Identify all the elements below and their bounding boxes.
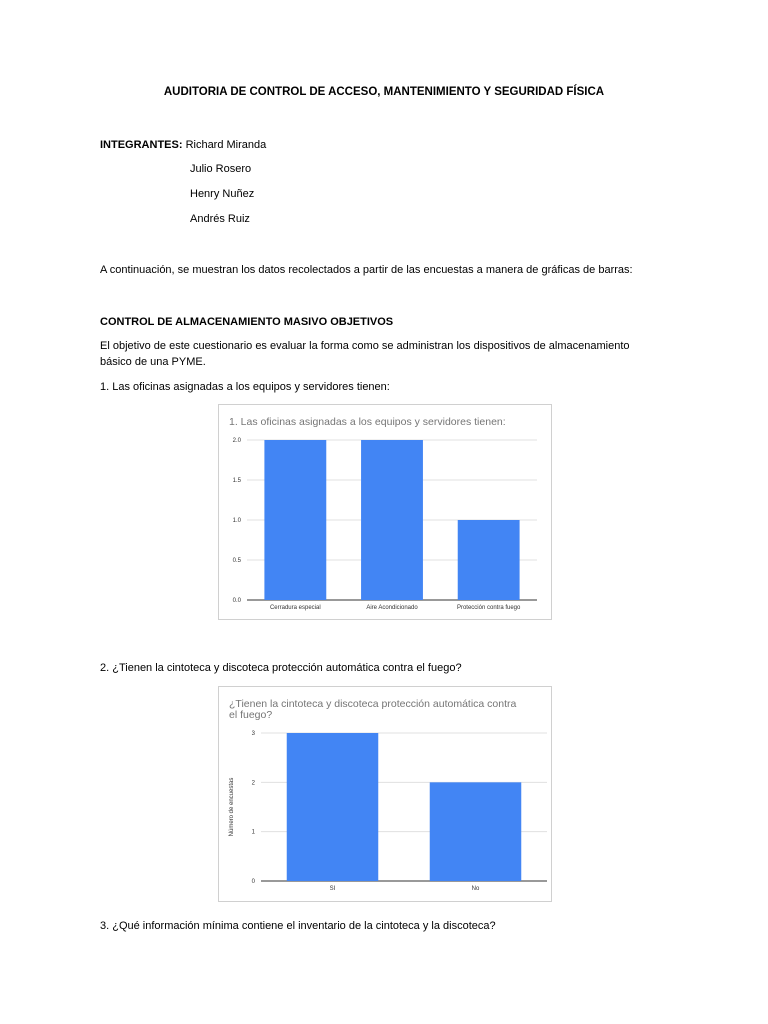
x-tick-label: Cerradura especial — [269, 605, 321, 611]
document-title: AUDITORIA DE CONTROL DE ACCESO, MANTENIMIENTO Y SEGURIDAD FÍSICA — [163, 86, 605, 98]
members-label: INTEGRANTES: — [100, 139, 183, 151]
objective-line: El objetivo de este cuestionario es evaluar la forma como se administran los dispositivos de almacenamiento — [100, 340, 630, 352]
y-axis-label: Número de encuestas — [229, 777, 235, 837]
chart-2-title-line: el fuego? — [229, 709, 273, 721]
chart-2-title-line: ¿Tienen la cintoteca y discoteca protección automática contra — [229, 698, 517, 710]
question-1: 1. Las oficinas asignadas a los equipos y servidores tienen: — [100, 381, 390, 393]
member-name: Julio Rosero — [190, 163, 252, 175]
member-name: Richard Miranda — [185, 139, 267, 151]
y-tick-label: 0.0 — [232, 598, 241, 604]
section-heading: CONTROL DE ALMACENAMIENTO MASIVO OBJETIVOS — [100, 316, 394, 328]
y-tick-label: 0.5 — [232, 558, 241, 564]
chart-1-plot — [219, 405, 551, 619]
member-name: Henry Nuñez — [190, 188, 255, 200]
member-name: Andrés Ruiz — [190, 213, 250, 225]
y-tick-label: 0 — [251, 879, 255, 885]
bar-2 — [361, 440, 423, 600]
intro-paragraph: A continuación, se muestran los datos recolectados a partir de las encuestas a manera de gráficas de barras: — [100, 264, 633, 276]
members-row — [100, 137, 266, 153]
y-tick-label: 1 — [251, 829, 255, 836]
question-2: 2. ¿Tienen la cintoteca y discoteca protección automática contra el fuego? — [100, 662, 462, 674]
y-tick-label: 2.0 — [232, 438, 241, 444]
bar-1 — [287, 733, 379, 881]
x-tick-label: No — [471, 886, 480, 892]
x-tick-label: SI — [329, 886, 336, 892]
x-tick-label: Protección contra fuego — [456, 605, 521, 611]
bar-2 — [430, 782, 522, 881]
bar-1 — [264, 440, 326, 600]
y-tick-label: 3 — [251, 731, 255, 737]
chart-2-plot — [219, 687, 551, 901]
y-tick-label: 2 — [251, 780, 255, 787]
x-tick-label: Aire Acondicionado — [366, 605, 418, 611]
question-3: 3. ¿Qué información mínima contiene el inventario de la cintoteca y la discoteca? — [100, 920, 496, 932]
y-tick-label: 1.0 — [232, 518, 241, 524]
y-tick-label: 1.5 — [232, 478, 241, 484]
chart-1-title: 1. Las oficinas asignadas a los equipos y servidores tienen: — [229, 416, 506, 428]
bar-3 — [458, 520, 520, 600]
chart-2 — [218, 686, 552, 902]
objective-paragraph — [100, 338, 630, 370]
chart-1 — [218, 404, 552, 620]
objective-line: básico de una PYME. — [100, 356, 206, 368]
